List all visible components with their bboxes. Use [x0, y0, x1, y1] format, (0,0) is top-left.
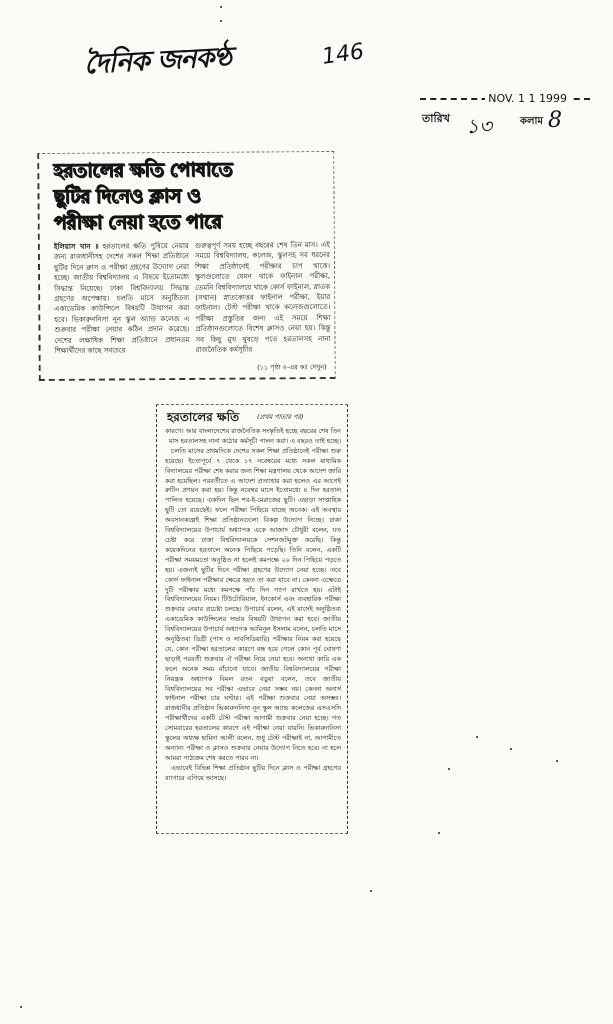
handwritten-page-number: 146 [320, 39, 366, 70]
headline-line-2: ছুটির দিনেও ক্লাস ও [53, 184, 201, 208]
article-column-1 [54, 241, 190, 360]
continuation-paragraph: চলতি মাসের প্রথমদিকে দেশের সকল শিক্ষা প্রতিষ্ঠানেই পরীক্ষা শুরু হয়েছে। ইতোপূর্বে ৭ থেকে ১৭ নবেম্বরের মধ্যে সকল মাধ্যমিক বিদ্যালয়ের পরীক্ষা শেষ করার জন্য শিক্ষা মন্ত্রণালয় থেকে আদেশ জারি করা হয়েছিল। পরবর্তীতে এ আদেশ প্রত্যাহার করা হলেও এর আগেই রুটিন প্রণয়ন করা হয়। কিন্তু নবেম্বর মাসে ইতোমধ্যে ৪ দিন হরতাল পালিত হয়েছে। একদিন ছিল শব-ই-মেরাজের ছুটি। এছাড়া সাপ্তাহিক ছুটি তো রয়েছেই। ফলে পরীক্ষা পিছিয়ে যাচ্ছে অনেক। এই অবস্থার অবসানকল্পেই শিক্ষা প্রতিষ্ঠানগুলো বিকল্প উদ্যোগ নিচ্ছে। ঢাকা বিশ্ববিদ্যালয়ের উপাচার্য অধ্যাপক একে আজাদ চৌধুরী বলেন, যত চেষ্টা করে ঢাকা বিশ্ববিদ্যালয়কে সেশনজটমুক্ত করেছি। কিন্তু কয়েকদিনের হরতালে অনেক পিছিয়ে পড়েছি। তিনি বলেন, একটি পরীক্ষা সময়মতো অনুষ্ঠিত না হলেই কমপক্ষে ২০ দিন পিছিয়ে পড়তে হয়। এজন্যই ছুটির দিনে পরীক্ষা গ্রহণের উদ্যোগ নেয়া হচ্ছে। তবে কোর্স ফাইনাল পরীক্ষার ক্ষেত্রে হয়ত তা করা যাবে না। কেননা এক্ষেত্রে দুটি পরীক্ষার মধ্যে কমপক্ষে পাঁচ দিন গ্যাপ রাখতে হয়। এটাই বিশ্ববিদ্যালয়ের নিয়ম। টিউটোরিয়াল, ইনকোর্স এবং ব্যবহারিক পরীক্ষা শুক্রবার নেয়ার প্রচেষ্টা চলছে। উপাচার্য বলেন, এই মাসেই অনুষ্ঠিতব্য একাডেমিক কাউন্সিলের সভায় বিষয়টি উত্থাপন করা হবে। জাতীয় বিশ্ববিদ্যালয়ের উপাচার্য অধ্যাপক আমিনুল ইসলাম বলেন, চলতি মাসে অনুষ্ঠিতব্য ডিগ্রী (পাস ও সাবসিডিয়ারি) পরীক্ষার নিয়ম করা হয়েছে যে, কোন পরীক্ষা হরতালের কারণে বন্ধ হয়ে গেলে কোন পূর্ব ঘোষণা ছাড়াই পরবর্তী শুক্রবার ঐ পরীক্ষা নিয়ে নেয়া হবে। অন্যথা কারি এক ফলে অনেক সময় বাঁচানো যাবে। জাতীয় বিশ্ববিদ্যালয়ের পরীক্ষা নিয়ন্ত্রক অধ্যাপক বিমল রতন বড়ুয়া বলেন, তবে জাতীয় বিশ্ববিদ্যালয়ের সব পরীক্ষা এভাবে নেয়া সম্ভব নয়। কেননা অনার্স ফাইনাল পরীক্ষা চার ঘণ্টার। এই পরীক্ষা শুক্রবার নেয়া অসম্ভব। রাজধানীর প্রতিষ্ঠান ভিকারুননিসা নূন স্কুল অ্যান্ড কলেজের এসএসসি পরীক্ষার্থীদের একটি টেস্ট পরীক্ষা আগামী শুক্রবার নেয়া হচ্ছে। গত সোমবারের হরতালের কারণে এই পরীক্ষা নেয়া যায়নি। ভিকারুননিসা স্কুলের অধ্যক্ষ হামিদা আলী বলেন, শুধু টেস্ট পরীক্ষাই না, আগামীতে অন্যান্য পরীক্ষা ও ক্লাসও শুক্রবার নেয়ার উদ্যোগ নিতে হবে। না হলে আমরা পাঠ্যক্রম শেষ করতে পারব না। [165, 446, 341, 762]
speckle [448, 768, 450, 770]
continuation-clipping [156, 404, 348, 834]
newspaper-masthead: দৈনিক জনকণ্ঠ [83, 41, 232, 81]
continuation-paragraph: এভাবেই বিভিন্ন শিক্ষা প্রতিষ্ঠান ছুটির দিনে ক্লাস ও পরীক্ষা গ্রহণের ব্যাপারে এগিয়ে আসছে। [165, 763, 341, 782]
speckle [476, 736, 478, 738]
article-columns [54, 240, 331, 360]
speckle [438, 832, 440, 834]
article-headline [53, 156, 330, 238]
stamp-date-handwritten: ১৩ [466, 114, 492, 138]
continuation-body [165, 427, 341, 827]
speckle [220, 20, 222, 22]
continuation-heading-note: (প্রথম পাতার পর) [257, 413, 304, 421]
article-column-1-text: হরতালের ক্ষতি পুষিয়ে নেয়ার জন্য রাজধানীসহ দেশের সকল শিক্ষা প্রতিষ্ঠানে ছুটির দিনে ক্লাস ও পরীক্ষা গ্রহণের উদ্যোগ নেয়া হচ্ছে। জাতীয় বিশ্ববিদ্যালয় এ বিষয়ে ইতোমধ্যে সিদ্ধান্ত নিয়েছে। ঢাকা বিশ্ববিদ্যালয় সিদ্ধান্ত গ্রহণের অপেক্ষায়। চলতি মাসে অনুষ্ঠিতব্য একাডেমিক কাউন্সিলে বিষয়টি উত্থাপন করা হবে। ভিকারুননিসা নূন স্কুল অ্যান্ড কলেজ এ শুক্রবার পরীক্ষা নেয়ার কঠিন প্রদান করেছে। দেশের লক্ষাধিক শিক্ষা প্রতিষ্ঠানে প্রধানতম শিক্ষার্থীদের কাছে সবচেয়ে [53, 241, 190, 355]
continuation-heading: হরতালের ক্ষতি [167, 410, 240, 424]
stamp-column-handwritten: 8 [548, 108, 562, 133]
stamp-date: NOV. 1 1 1999 [485, 92, 570, 105]
headline-line-3: পরীক্ষা নেয়া হতে পারে [53, 210, 222, 234]
speckle [370, 890, 372, 892]
headline-line-1: হরতালের ক্ষতি পোষাতে [53, 158, 233, 182]
stamp-date-label: তারিখ [422, 112, 450, 125]
article-column-2: গুরুত্বপূর্ণ সময় হচ্ছে বছরের শেষ তিন মাস। এই সময়ে বিশ্ববিদ্যালয়, কলেজ, স্কুলসহ সব ধরনের শিক্ষা প্রতিষ্ঠানেই পরীক্ষার চাপ থাকে। স্কুলগুলোতে যেমন থাকে ফাইনাল পরীক্ষা, তেমনি বিশ্ববিদ্যালয়ে থাকে কোর্স ফাইনাল, স্নাতক (সম্মান) স্নাতকোত্তর ফাইনাল পরীক্ষা, ইয়ার ফাইনাল। টেস্ট পরীক্ষা থাকে কলেজগুলোতে। পরীক্ষা প্রস্তুতির জন্য এই সময়ে শিক্ষা প্রতিষ্ঠানগুলোতে বিশেষ ক্লাসও নেয়া হয়। কিন্তু সব কিছু মুখ থুবড়ে পড়ে হরতালসহ নানা রাজনৈতিক কর্মসূচীর [194, 240, 331, 355]
continued-note: (১১ পৃষ্ঠা ৪-এর কঃ দেখুন) [257, 363, 327, 372]
date-stamp [420, 92, 590, 146]
speckle [220, 6, 222, 8]
article-clipping [37, 151, 336, 381]
speckle [556, 760, 558, 762]
speckle [20, 1006, 22, 1008]
article-byline: ইলিয়াস খান ॥ [53, 242, 99, 251]
stamp-column-label: কলাম [520, 116, 543, 127]
speckle [510, 748, 512, 750]
continuation-paragraph: কারণে। আর বাংলাদেশের রাজনৈতিক সংস্কৃতিই হচ্ছে বছরের শেষ তিন মাস হরতালসহ নানা কঠোর কর্মসূচী পালন করা। এ বছরও তাই হচ্ছে। [165, 427, 341, 445]
